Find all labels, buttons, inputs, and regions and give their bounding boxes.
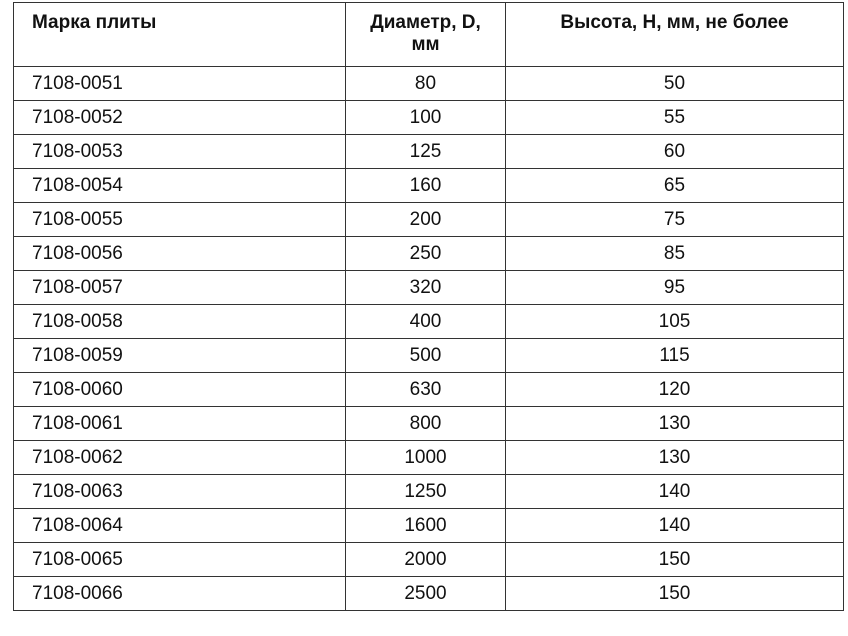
cell-height: 140 [506, 509, 844, 543]
cell-mark: 7108-0053 [14, 135, 346, 169]
table-row [14, 543, 844, 577]
cell-height: 50 [506, 67, 844, 101]
cell-height: 85 [506, 237, 844, 271]
cell-mark: 7108-0063 [14, 475, 346, 509]
table-row [14, 203, 844, 237]
table-row [14, 577, 844, 611]
table-row [14, 67, 844, 101]
cell-mark: 7108-0066 [14, 577, 346, 611]
cell-mark: 7108-0051 [14, 67, 346, 101]
cell-height: 120 [506, 373, 844, 407]
header-diameter [346, 3, 506, 67]
plate-spec-table [13, 2, 844, 611]
cell-height: 115 [506, 339, 844, 373]
table-header-row [14, 3, 844, 67]
cell-height: 150 [506, 543, 844, 577]
cell-height: 130 [506, 407, 844, 441]
table-body [14, 67, 844, 611]
cell-diameter: 1600 [346, 509, 506, 543]
cell-mark: 7108-0061 [14, 407, 346, 441]
cell-height: 95 [506, 271, 844, 305]
table-row [14, 441, 844, 475]
cell-mark: 7108-0057 [14, 271, 346, 305]
cell-mark: 7108-0058 [14, 305, 346, 339]
cell-diameter: 160 [346, 169, 506, 203]
cell-diameter: 320 [346, 271, 506, 305]
cell-diameter: 250 [346, 237, 506, 271]
cell-diameter: 1000 [346, 441, 506, 475]
cell-height: 105 [506, 305, 844, 339]
table-row [14, 101, 844, 135]
cell-height: 55 [506, 101, 844, 135]
cell-mark: 7108-0060 [14, 373, 346, 407]
header-height: Высота, H, мм, не более [506, 3, 844, 67]
cell-height: 150 [506, 577, 844, 611]
header-mark: Марка плиты [14, 3, 346, 67]
cell-diameter: 80 [346, 67, 506, 101]
cell-mark: 7108-0062 [14, 441, 346, 475]
cell-mark: 7108-0054 [14, 169, 346, 203]
cell-diameter: 1250 [346, 475, 506, 509]
cell-mark: 7108-0055 [14, 203, 346, 237]
cell-diameter: 630 [346, 373, 506, 407]
table-row [14, 135, 844, 169]
table-row [14, 169, 844, 203]
table-row [14, 237, 844, 271]
cell-mark: 7108-0056 [14, 237, 346, 271]
cell-mark: 7108-0064 [14, 509, 346, 543]
cell-diameter: 125 [346, 135, 506, 169]
table-row [14, 271, 844, 305]
cell-height: 65 [506, 169, 844, 203]
cell-mark: 7108-0065 [14, 543, 346, 577]
table-row [14, 339, 844, 373]
cell-height: 140 [506, 475, 844, 509]
table-row [14, 373, 844, 407]
table-row [14, 509, 844, 543]
cell-diameter: 400 [346, 305, 506, 339]
cell-diameter: 800 [346, 407, 506, 441]
table-row [14, 475, 844, 509]
cell-mark: 7108-0059 [14, 339, 346, 373]
cell-diameter: 200 [346, 203, 506, 237]
cell-diameter: 100 [346, 101, 506, 135]
cell-mark: 7108-0052 [14, 101, 346, 135]
table-row [14, 305, 844, 339]
cell-height: 75 [506, 203, 844, 237]
cell-diameter: 2000 [346, 543, 506, 577]
cell-height: 130 [506, 441, 844, 475]
cell-diameter: 2500 [346, 577, 506, 611]
table-row [14, 407, 844, 441]
cell-diameter: 500 [346, 339, 506, 373]
cell-height: 60 [506, 135, 844, 169]
header-diameter-label: Диаметр, D, мм [370, 12, 481, 55]
